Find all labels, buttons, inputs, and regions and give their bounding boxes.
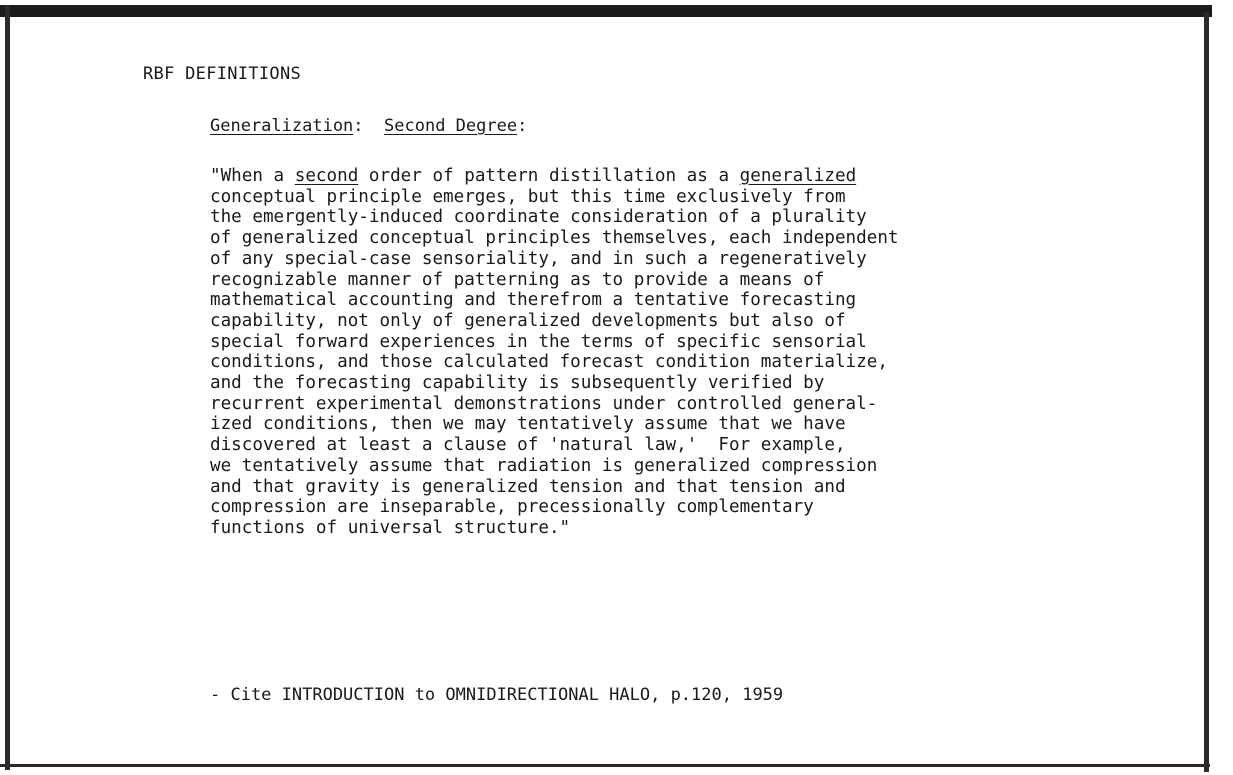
quote-line <box>210 352 1190 373</box>
underlined-word: generalized <box>739 166 857 186</box>
quote-text: the emergently-induced coordinate consideration of a plurality <box>210 207 867 228</box>
quote-line <box>210 290 1190 311</box>
quote-line <box>210 373 1190 394</box>
quote-line <box>210 311 1190 332</box>
quote-line <box>210 187 1190 208</box>
quote-text: conceptual principle emerges, but this time exclusively from <box>210 186 846 207</box>
frame-top-border <box>0 5 1212 17</box>
definition-quote <box>210 166 1190 539</box>
underlined-word: second <box>294 166 359 186</box>
quote-text: recurrent experimental demonstrations under controlled general- <box>210 393 878 414</box>
quote-text: "When a <box>210 166 295 186</box>
frame-right-border <box>1204 12 1209 772</box>
quote-text: order of pattern distillation as a <box>358 166 740 186</box>
quote-text: special forward experiences in the terms of specific sensorial <box>210 331 867 352</box>
quote-text: functions of universal structure." <box>210 517 571 538</box>
quote-text: recognizable manner of patterning as to provide a means of <box>210 269 825 290</box>
definition-degree: Second Degree <box>384 116 518 136</box>
quote-text: of any special-case sensoriality, and in such a regeneratively <box>210 248 867 269</box>
quote-line <box>210 249 1190 270</box>
quote-text: capability, not only of generalized developments but also of <box>210 310 846 331</box>
definition-separator: : <box>353 116 385 136</box>
citation: - Cite INTRODUCTION to OMNIDIRECTIONAL HALO, p.120, 1959 <box>210 685 784 705</box>
quote-line <box>210 477 1190 498</box>
quote-line <box>210 228 1190 249</box>
quote-text: conditions, and those calculated forecast condition materialize, <box>210 352 888 373</box>
quote-line <box>210 166 1190 187</box>
quote-text: we tentatively assume that radiation is generalized compression <box>210 455 878 476</box>
quote-line <box>210 435 1190 456</box>
quote-line <box>210 332 1190 353</box>
quote-text: and the forecasting capability is subsequently verified by <box>210 373 825 394</box>
page-title: RBF DEFINITIONS <box>143 64 302 84</box>
definition-title <box>210 116 527 136</box>
quote-line <box>210 207 1190 228</box>
quote-text: of generalized conceptual principles themselves, each independent <box>210 228 899 249</box>
frame-left-border <box>5 5 10 770</box>
quote-line <box>210 456 1190 477</box>
quote-line <box>210 414 1190 435</box>
quote-text: mathematical accounting and therefrom a tentative forecasting <box>210 290 857 311</box>
quote-text: and that gravity is generalized tension and that tension and <box>210 476 846 497</box>
quote-text: ized conditions, then we may tentatively assume that we have <box>210 414 846 435</box>
quote-text: discovered at least a clause of 'natural law,' For example, <box>210 435 846 456</box>
frame-bottom-border <box>0 764 1210 767</box>
quote-line <box>210 394 1190 415</box>
definition-term: Generalization <box>210 116 354 136</box>
quote-text: compression are inseparable, precessionally complementary <box>210 497 814 518</box>
quote-line <box>210 518 1190 539</box>
quote-line <box>210 497 1190 518</box>
definition-suffix: : <box>517 116 528 136</box>
quote-line <box>210 270 1190 291</box>
